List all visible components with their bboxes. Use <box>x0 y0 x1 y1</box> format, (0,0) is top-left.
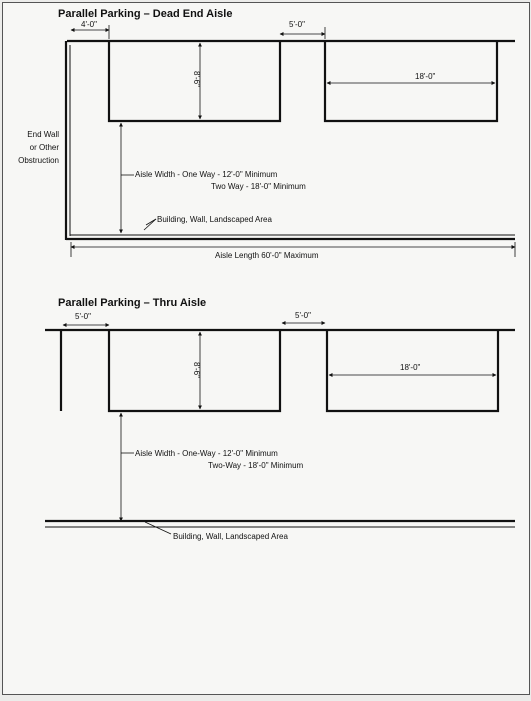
parking-diagrams-drawing <box>3 3 529 694</box>
stall-length-label: 18'-0" <box>400 363 421 372</box>
stall-depth-label: 8'-6" <box>192 71 201 87</box>
obstruction-label-2: or Other <box>29 143 59 152</box>
drawing-sheet <box>2 2 530 695</box>
aisle-width-one-way: Aisle Width - One-Way - 12'-0" Minimum <box>135 449 278 458</box>
left-gap-label: 5'-0" <box>75 312 91 321</box>
aisle-width-one-way: Aisle Width - One Way - 12'-0" Minimum <box>135 170 278 179</box>
aisle-width-two-way: Two Way - 18'-0" Minimum <box>211 182 306 191</box>
dead-end-aisle-diagram <box>18 8 515 260</box>
left-offset-label: 4'-0" <box>81 20 97 29</box>
dead-end-title: Parallel Parking – Dead End Aisle <box>58 8 233 20</box>
building-edge-label: Building, Wall, Landscaped Area <box>173 532 288 541</box>
aisle-width-two-way: Two-Way - 18'-0" Minimum <box>208 461 304 470</box>
building-edge-label: Building, Wall, Landscaped Area <box>157 215 272 224</box>
leader-line <box>144 219 156 230</box>
leader-line <box>145 522 171 534</box>
obstruction-label-3: Obstruction <box>18 156 59 165</box>
obstruction-label-1: End Wall <box>27 130 59 139</box>
stall-gap-label: 5'-0" <box>295 311 311 320</box>
aisle-length-label: Aisle Length 60'-0" Maximum <box>215 251 319 260</box>
thru-aisle-diagram <box>45 297 515 541</box>
stall-gap-label: 5'-0" <box>289 20 305 29</box>
stall-depth-label: 8'-6" <box>192 362 201 378</box>
stall-length-label: 18'-0" <box>415 72 436 81</box>
parking-stall-2 <box>325 41 497 121</box>
thru-aisle-title: Parallel Parking – Thru Aisle <box>58 297 207 309</box>
